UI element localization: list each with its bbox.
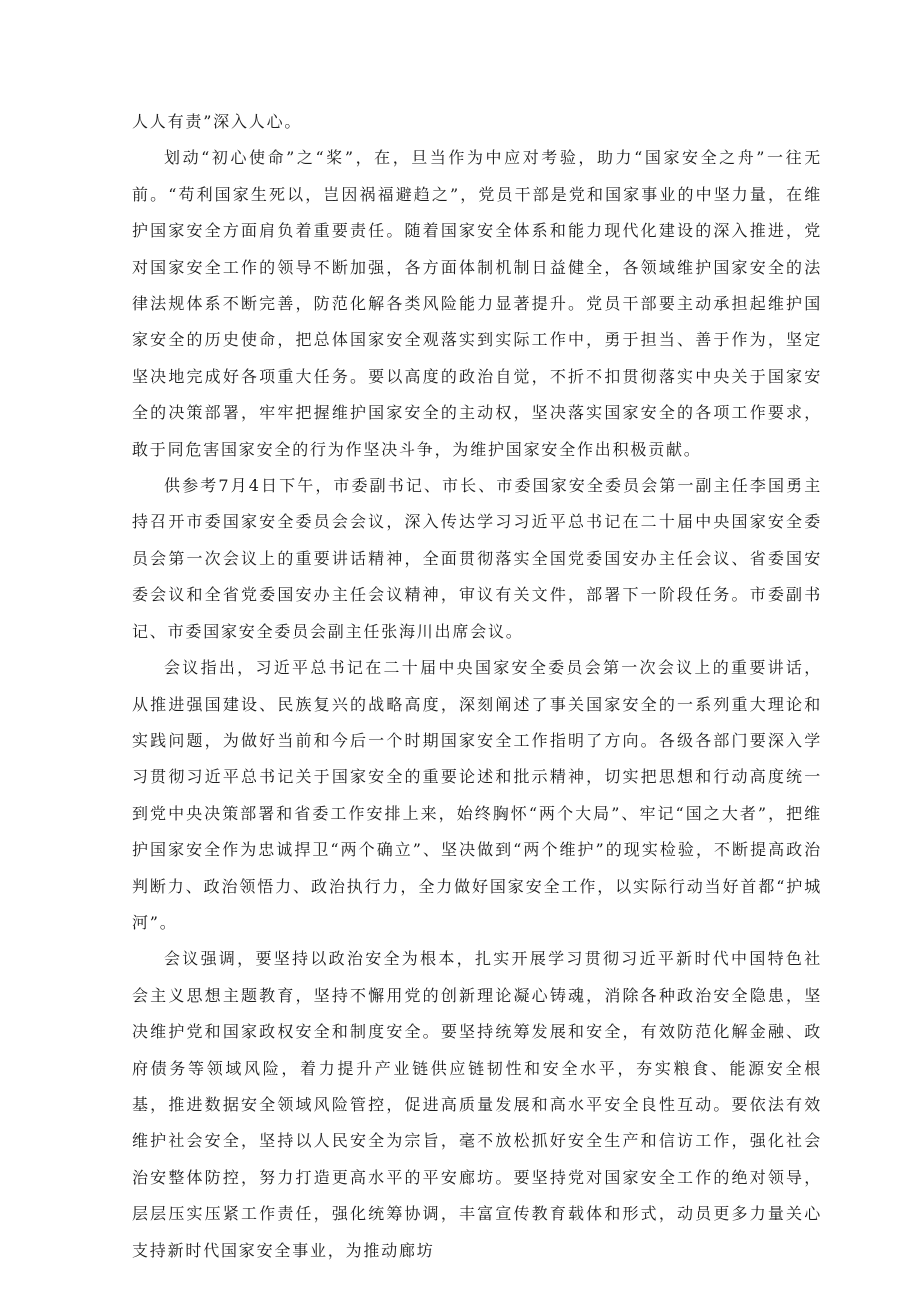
document-body xyxy=(132,104,822,1269)
paragraph-continuation: 人人有责”深入人心。 xyxy=(132,112,303,131)
paragraph-meeting-points: 会议指出，习近平总书记在二十届中央国家安全委员会第一次会议上的重要讲话，从推进强国建设、民族复兴的战略高度，深刻阐述了事关国家安全的一系列重大理论和实践问题，为做好当前和今后一个时期国家安全工作指明了方向。各级各部门要深入学习贯彻习近平总书记关于国家安全的重要论述和批示精神，切实把思想和行动高度统一到党中央决策部署和省委工作安排上来，始终胸怀“两个大局”、牢记“国之大者”，把维护国家安全作为忠诚捍卫“两个确立”、坚决做到“两个维护”的现实检验，不断提高政治判断力、政治领悟力、政治执行力，全力做好国家安全工作，以实际行动当好首都“护城河”。 xyxy=(132,658,822,932)
paragraph-meeting-report: 供参考7月4日下午，市委副书记、市长、市委国家安全委员会第一副主任李国勇主持召开市委国家安全委员会会议，深入传达学习习近平总书记在二十届中央国家安全委员会第一次会议上的重要讲话精神，全面贯彻落实全国党委国安办主任会议、省委国安委会议和全省党委国安办主任会议精神，审议有关文件，部署下一阶段任务。市委副书记、市委国家安全委员会副主任张海川出席会议。 xyxy=(132,476,822,641)
paragraph-oar-of-mission: 划动“初心使命”之“桨”，在，旦当作为中应对考验，助力“国家安全之舟”一往无前。“苟利国家生死以，岂因祸福避趋之”，党员干部是党和国家事业的中坚力量，在维护国家安全方面肩负着重要责任。随着国家安全体系和能力现代化建设的深入推进，党对国家安全工作的领导不断加强，各方面体制机制日益健全，各领域维护国家安全的法律法规体系不断完善，防范化解各类风险能力显著提升。党员干部要主动承担起维护国家安全的历史使命，把总体国家安全观落实到实际工作中，勇于担当、善于作为，坚定坚决地完成好各项重大任务。要以高度的政治自觉，不折不扣贯彻落实中央关于国家安全的决策部署，牢牢把握维护国家安全的主动权，坚决落实国家安全的各项工作要求，敢于同危害国家安全的行为作坚决斗争，为维护国家安全作出积极贡献。 xyxy=(132,148,822,459)
paragraph-meeting-emphasis: 会议强调，要坚持以政治安全为根本，扎实开展学习贯彻习近平新时代中国特色社会主义思想主题教育，坚持不懈用党的创新理论凝心铸魂，消除各种政治安全隐患，坚决维护党和国家政权安全和制度安全。要坚持统筹发展和安全，有效防范化解金融、政府债务等领域风险，着力提升产业链供应链韧性和安全水平，夯实粮食、能源安全根基，推进数据安全领域风险管控，促进高质量发展和高水平安全良性互动。要依法有效维护社会安全，坚持以人民安全为宗旨，毫不放松抓好安全生产和信访工作，强化社会治安整体防控，努力打造更高水平的平安廊坊。要坚持党对国家安全工作的绝对领导，层层压实压紧工作责任，强化统筹协调，丰富宣传教育载体和形式，动员更多力量关心支持新时代国家安全事业，为推动廊坊 xyxy=(132,949,822,1260)
